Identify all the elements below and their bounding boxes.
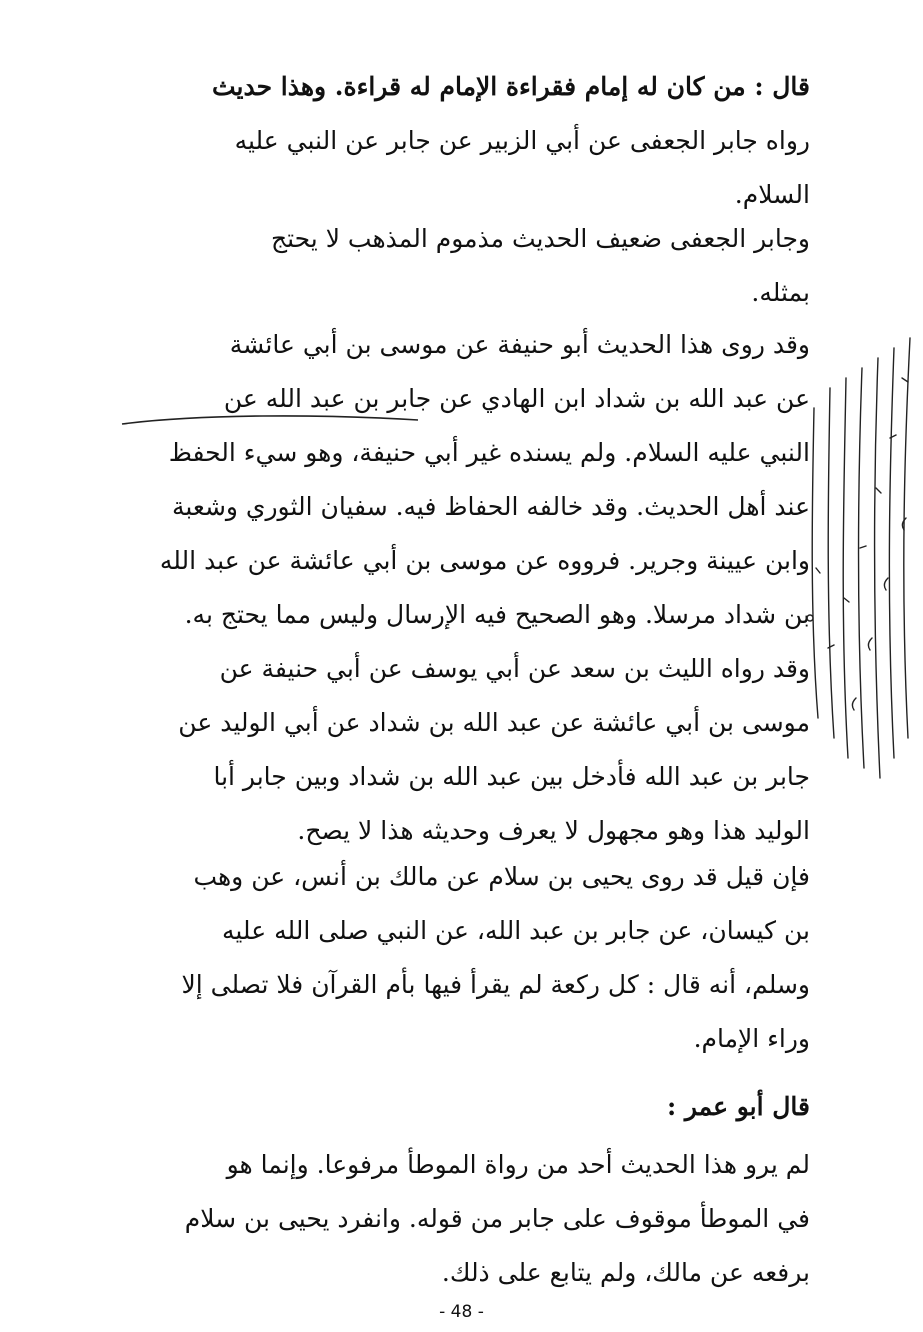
text-line: وجابر الجعفى ضعيف الحديث مذموم المذهب لا يحتج [270, 224, 810, 253]
heading-text: قال أبو عمر : [666, 1092, 810, 1121]
text-line: وابن عيينة وجرير. فرووه عن موسى بن أبي عائشة عن عبد الله [159, 546, 810, 575]
text-line: النبي عليه السلام. ولم يسنده غير أبي حنيفة، وهو سيء الحفظ [168, 438, 810, 467]
text-line: بن كيسان، عن جابر بن عبد الله، عن النبي صلى الله عليه [221, 916, 810, 945]
paragraph-2 [100, 212, 810, 320]
text-line: لم يرو هذا الحديث أحد من رواة الموطأ مرفوعا. وإنما هو [226, 1150, 810, 1179]
page-number: - 48 - [439, 1302, 484, 1322]
paragraph-4 [100, 850, 810, 1066]
section-heading [100, 1080, 810, 1134]
text-line: بمثله. [751, 278, 810, 307]
text-line: برفعه عن مالك، ولم يتابع على ذلك. [441, 1258, 810, 1287]
text-line: وقد رواه الليث بن سعد عن أبي يوسف عن أبي حنيفة عن [219, 654, 810, 683]
text-line: فإن قيل قد روى يحيى بن سلام عن مالك بن أنس، عن وهب [193, 862, 810, 891]
text-line: قال : من كان له إمام فقراءة الإمام له قراءة. وهذا حديث [211, 72, 810, 101]
text-line: السلام. [734, 180, 810, 209]
text-line: بن شداد مرسلا. وهو الصحيح فيه الإرسال وليس مما يحتج به. [184, 600, 810, 629]
text-line: جابر بن عبد الله فأدخل بين عبد الله بن شداد وبين جابر أبا [213, 762, 810, 791]
text-line: رواه جابر الجعفى عن أبي الزبير عن جابر عن النبي عليه [234, 126, 810, 155]
text-line: الوليد هذا وهو مجهول لا يعرف وحديثه هذا لا يصح. [297, 816, 810, 845]
text-line: في الموطأ موقوف على جابر من قوله. وانفرد يحيى بن سلام [184, 1204, 810, 1233]
text-line: وراء الإمام. [693, 1024, 810, 1053]
text-line: موسى بن أبي عائشة عن عبد الله بن شداد عن أبي الوليد عن [178, 708, 810, 737]
paragraph-3 [100, 318, 810, 858]
handwritten-underline [120, 410, 420, 430]
text-line: وسلم، أنه قال : كل ركعة لم يقرأ فيها بأم القرآن فلا تصلى إلا [181, 970, 810, 999]
paragraph-1 [100, 60, 810, 222]
text-line: وقد روى هذا الحديث أبو حنيفة عن موسى بن أبي عائشة [229, 330, 810, 359]
closing-paragraph [100, 1138, 810, 1300]
text-line: عن عبد الله بن شداد ابن الهادي عن جابر بن عبد الله عن [223, 384, 810, 413]
text-line: عند أهل الحديث. وقد خالفه الحفاظ فيه. سفيان الثوري وشعبة [171, 492, 810, 521]
